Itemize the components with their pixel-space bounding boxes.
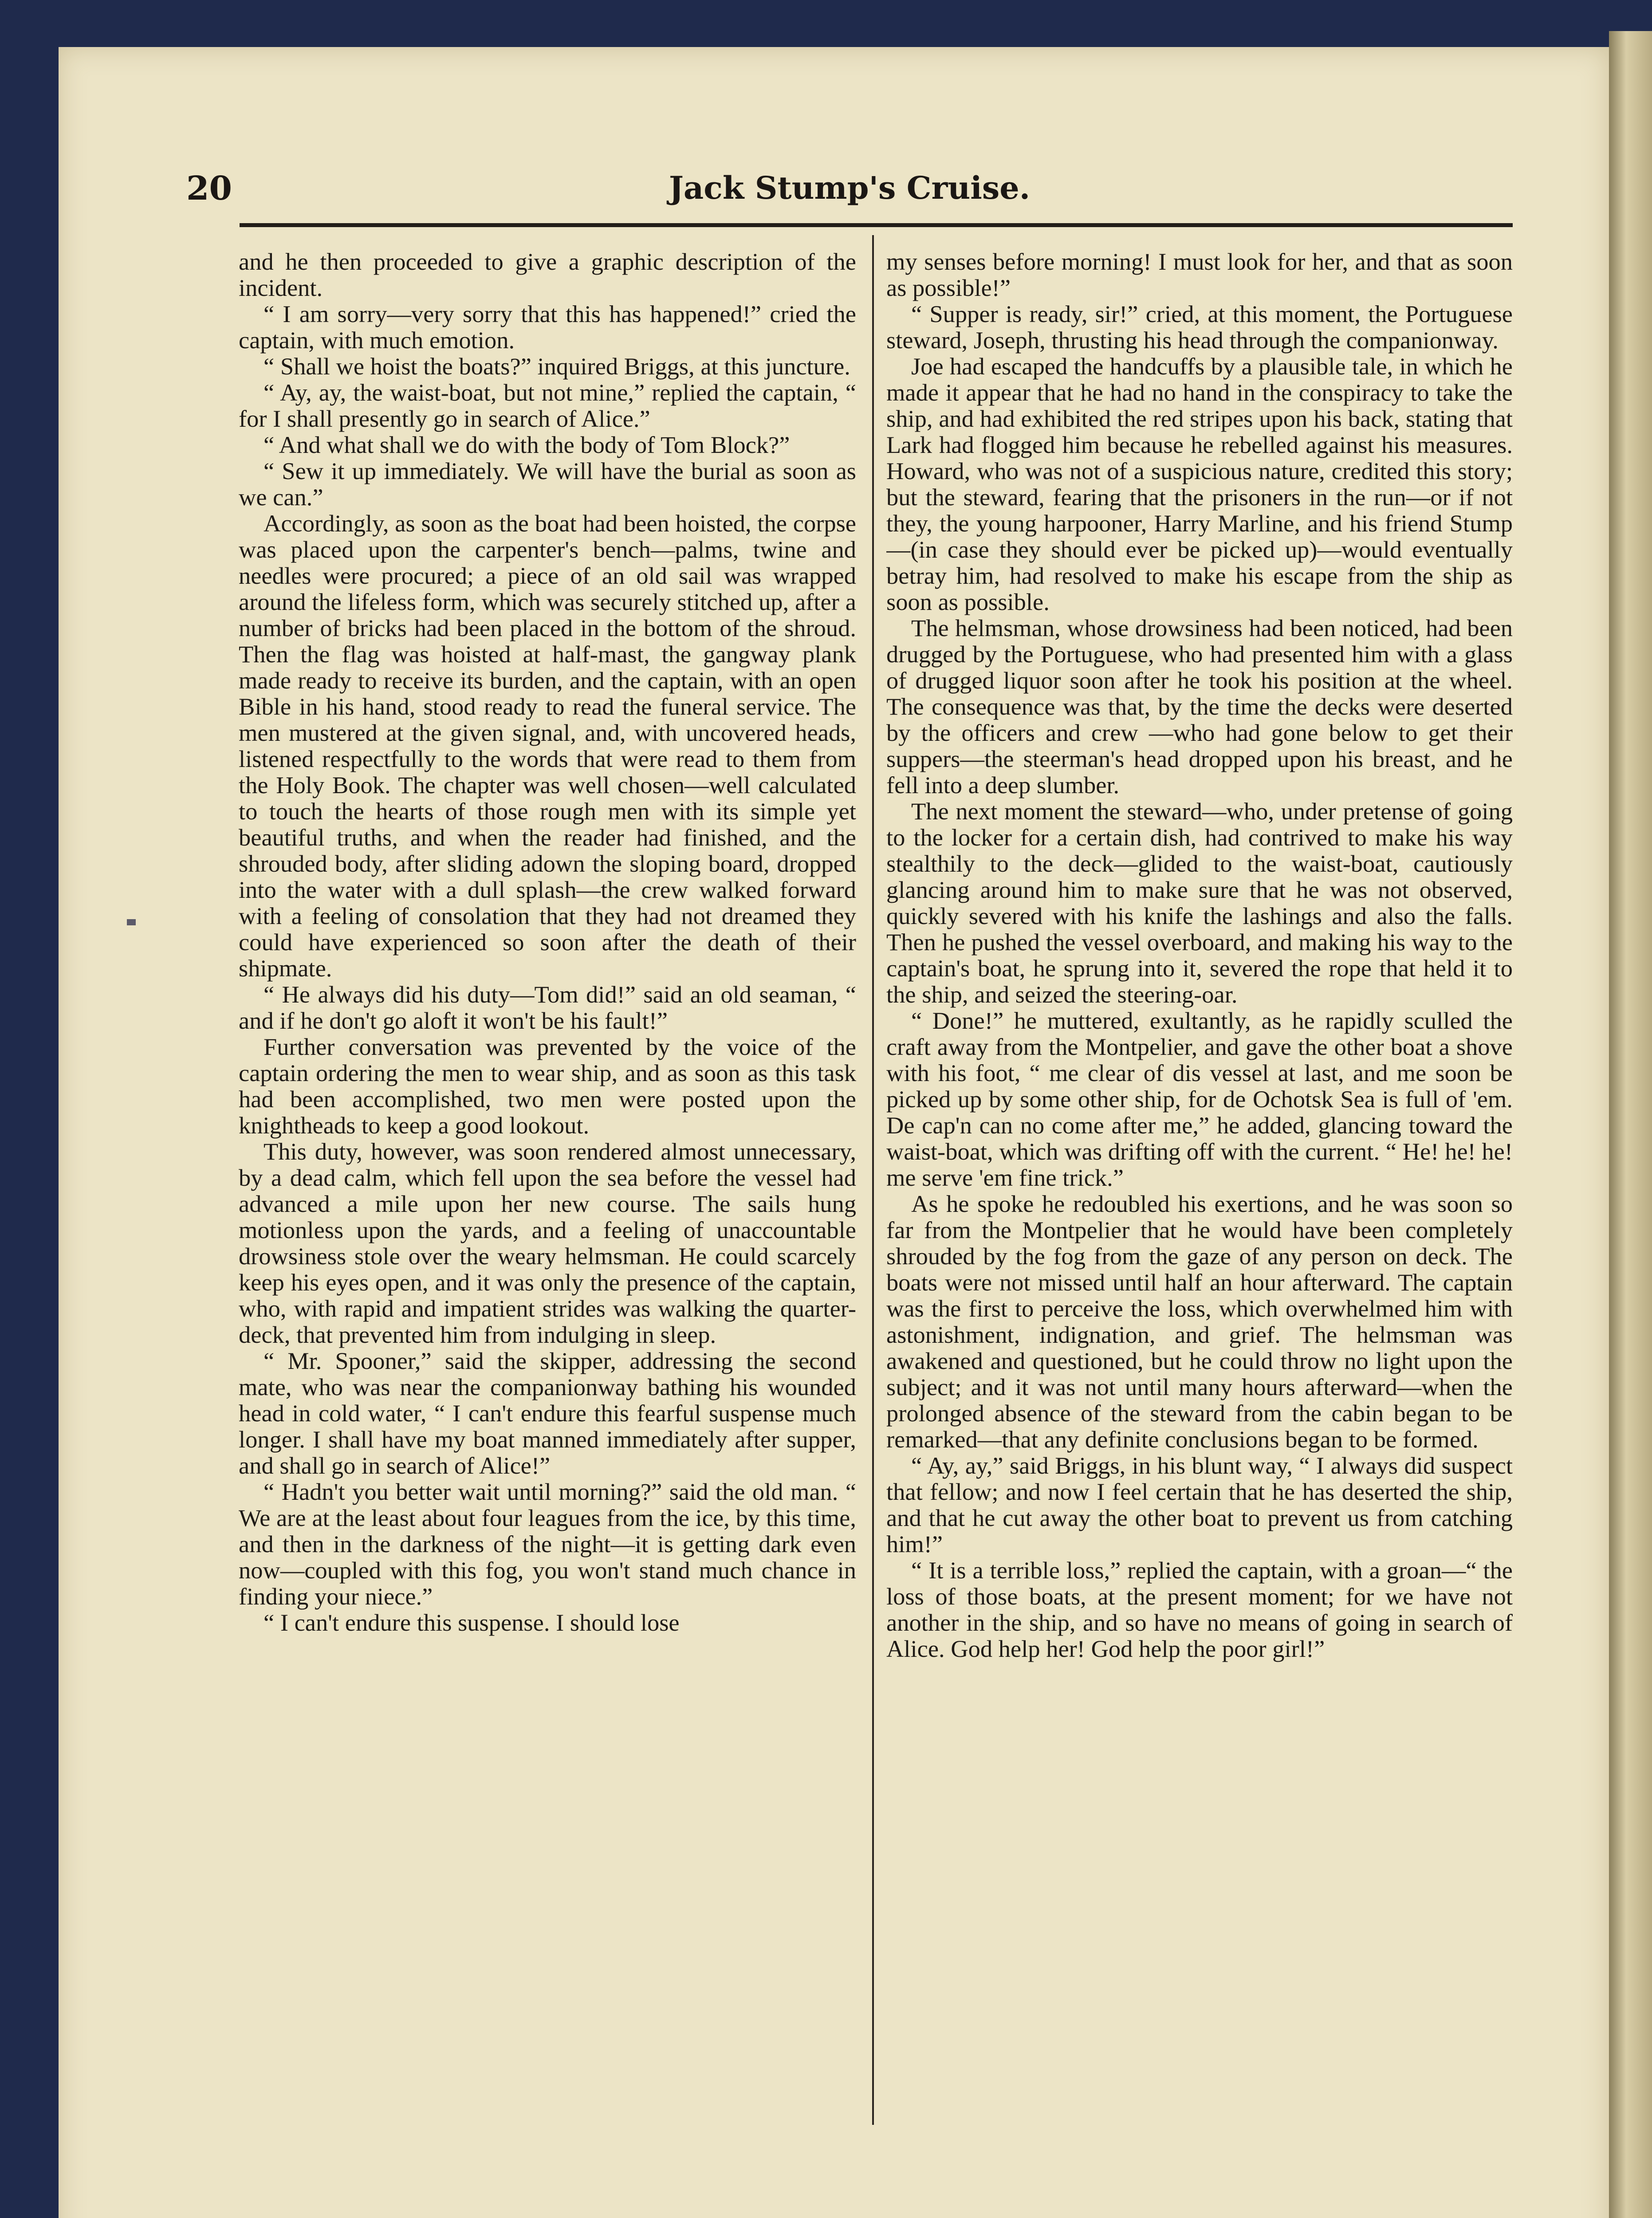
page-header (186, 165, 1513, 218)
paragraph: Joe had escaped the handcuffs by a plausible tale, in which he made it appear that he had no hand in the conspiracy to take the ship, and had exhibited the red stripes upon his back, stating that Lark had flogged him because he rebelled against his measures. Howard, who was not of a suspicious nature, credited this story; but the steward, fearing that the prisoners in the run—or if not they, the young harpooner, Harry Marline, and his friend Stump—(in case they should ever be picked up)—would eventually betray him, had resolved to make his escape from the ship as soon as possible. (886, 353, 1513, 615)
margin-speck (127, 919, 136, 925)
paragraph: As he spoke he redoubled his exertions, and he was soon so far from the Montpelier that he would have been completely shrouded by the fog from the gaze of any person on deck. The boats were not missed until half an hour afterward. The captain was the first to perceive the loss, which overwhelmed him with astonishment, indignation, and grief. The helmsman was awakened and questioned, but he could throw no light upon the subject; and it was not until many hours afterward—when the prolonged absence of the steward from the cabin began to be remarked—that any definite conclusions began to be formed. (886, 1190, 1513, 1453)
paragraph: “ Hadn't you better wait until morning?” said the old man. “ We are at the least about four leagues from the ice, by this time, and then in the darkness of the night—it is getting dark even now—coupled with this fog, you won't stand much chance in finding your niece.” (239, 1478, 856, 1610)
paragraph: and he then proceeded to give a graphic description of the incident. (239, 248, 856, 301)
column-divider (872, 235, 874, 2125)
paragraph: The helmsman, whose drowsiness had been noticed, had been drugged by the Portuguese, who had presented him with a glass of drugged liquor soon after he took his position at the wheel. The consequence was that, by the time the decks were deserted by the officers and crew —who had gone below to get their suppers—the steerman's head dropped upon his breast, and he fell into a deep slumber. (886, 614, 1513, 798)
paragraph: “ Shall we hoist the boats?” inquired Briggs, at this juncture. (264, 353, 850, 380)
paragraph: “ Ay, ay, the waist-boat, but not mine,” replied the captain, “ for I shall presently go in search of Alice.” (239, 379, 856, 432)
paragraph: Further conversation was prevented by the voice of the captain ordering the men to wear ship, and as soon as this task had been accomplished, two men were posted upon the knightheads to keep a good lookout. (239, 1033, 856, 1139)
paragraph: my senses before morning! I must look for her, and that as soon as possible!” (886, 248, 1513, 301)
left-column (239, 248, 856, 2116)
paragraph: “ And what shall we do with the body of Tom Block?” (264, 431, 790, 458)
paragraph: “ Mr. Spooner,” said the skipper, addressing the second mate, who was near the companionway bathing his wounded head in cold water, “ I can't endure this fearful suspense much longer. I shall have my boat manned immediately after supper, and shall go in search of Alice!” (239, 1347, 856, 1479)
right-column (886, 248, 1513, 2116)
paragraph: “ Done!” he muttered, exultantly, as he rapidly sculled the craft away from the Montpelier, and gave the other boat a shove with his foot, “ me clear of dis vessel at last, and me soon be picked up by some other ship, for de Ochotsk Sea is full of 'em. De cap'n can no come after me,” he added, glancing toward the waist-boat, which was drifting off with the current. “ He! he! he! me serve 'em fine trick.” (886, 1007, 1513, 1191)
paragraph: The next moment the steward—who, under pretense of going to the locker for a certain dish, had contrived to make his way stealthily to the deck—glided to the waist-boat, cautiously glancing around him to make sure that he was not observed, quickly severed with his knife the lashings and also the falls. Then he pushed the vessel overboard, and making his way to the captain's boat, he sprung into it, severed the rope that held it to the ship, and seized the steering-oar. (886, 798, 1513, 1008)
paragraph: “ Ay, ay,” said Briggs, in his blunt way, “ I always did suspect that fellow; and now I feel certain that he has deserted the ship, and that he cut away the other boat to prevent us from catching him!” (886, 1452, 1513, 1557)
page-number: 20 (186, 169, 232, 208)
paragraph: “ It is a terrible loss,” replied the captain, with a groan—“ the loss of those boats, at the present moment; for we have not another in the ship, and so have no means of going in search of Alice. God help her! God help the poor girl!” (886, 1557, 1513, 1662)
paragraph: Accordingly, as soon as the boat had been hoisted, the corpse was placed upon the carpenter's bench—palms, twine and needles were procured; a piece of an old sail was wrapped around the lifeless form, which was securely stitched up, after a number of bricks had been placed in the bottom of the shroud. Then the flag was hoisted at half-mast, the gangway plank made ready to receive its burden, and the captain, with an open Bible in his hand, stood ready to read the funeral service. The men mustered at the given signal, and, with uncovered heads, listened respectfully to the words that were read to them from the Holy Book. The chapter was well chosen—well calculated to touch the hearts of those rough men with its simple yet beautiful truths, and when the reader had finished, and the shrouded body, after sliding adown the sloping board, dropped into the water with a dull splash—the crew walked forward with a feeling of consolation that they had not dreamed they could have experienced so soon after the death of their shipmate. (239, 510, 856, 982)
paragraph: “ I can't endure this suspense. I should lose (264, 1609, 680, 1636)
paragraph: “ He always did his duty—Tom did!” said an old seaman, “ and if he don't go aloft it won't be his fault!” (239, 981, 856, 1034)
paragraph: “ Sew it up immediately. We will have the burial as soon as we can.” (239, 457, 856, 511)
paragraph: “ Supper is ready, sir!” cried, at this moment, the Portuguese steward, Joseph, thrusting his head through the companionway. (886, 300, 1513, 354)
paragraph: This duty, however, was soon rendered almost unnecessary, by a dead calm, which fell upon the sea before the vessel had advanced a mile upon her new course. The sails hung motionless upon the yards, and a feeling of unaccountable drowsiness stole over the weary helmsman. He could scarcely keep his eyes open, and it was only the presence of the captain, who, with rapid and impatient strides was walking the quarter-deck, that prevented him from indulging in sleep. (239, 1138, 856, 1348)
running-title: Jack Stump's Cruise. (669, 169, 1031, 206)
header-rule (240, 223, 1513, 227)
paragraph: “ I am sorry—very sorry that this has happened!” cried the captain, with much emotion. (239, 300, 856, 354)
page-edge (1609, 31, 1652, 2218)
